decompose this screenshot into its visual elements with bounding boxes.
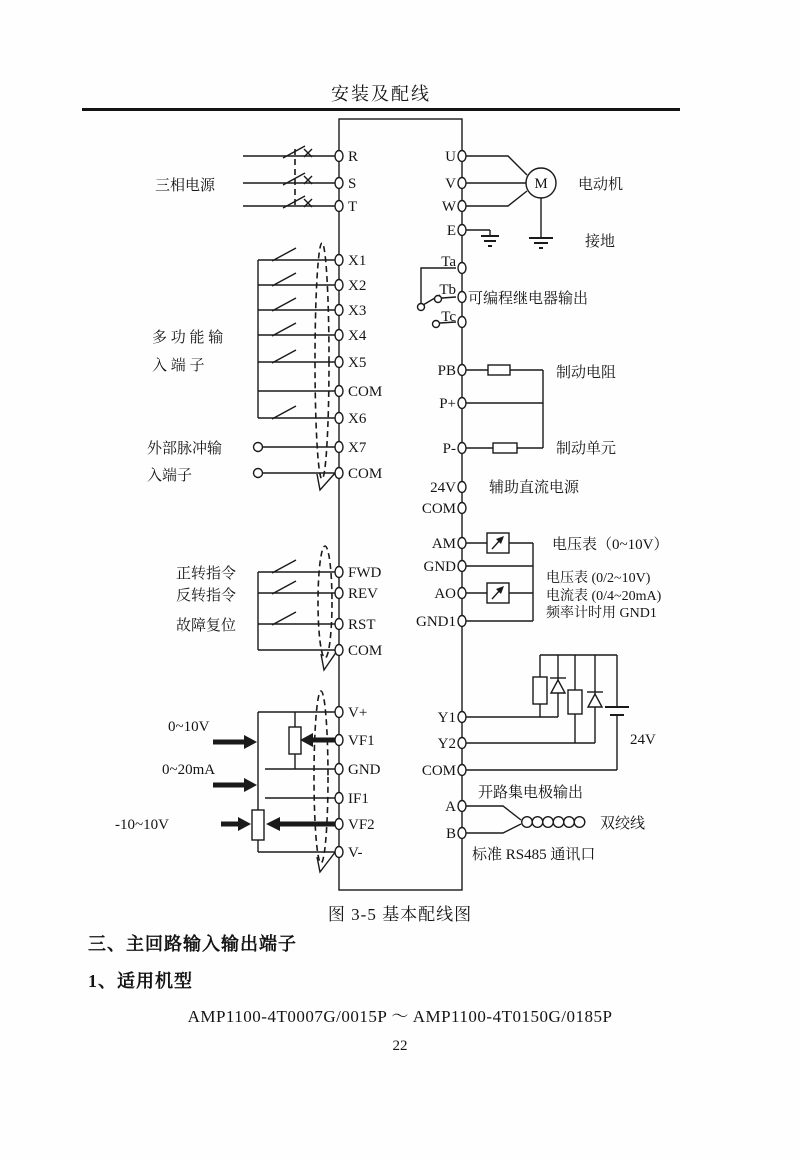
terminal-x3: X3 xyxy=(348,303,367,319)
terminal-gnd-r: GND xyxy=(423,559,456,575)
terminal-am: AM xyxy=(431,536,456,552)
diode-icon xyxy=(550,678,566,693)
terminal-pb: PB xyxy=(437,363,456,379)
motor-ground-icon xyxy=(529,198,553,248)
battery-icon xyxy=(605,655,629,770)
terminal-com5: COM xyxy=(421,763,456,779)
terminal-pplus: P+ xyxy=(439,396,456,412)
terminal-y1: Y1 xyxy=(437,710,456,726)
terminal-ta: Ta xyxy=(441,254,456,270)
terminal-e: E xyxy=(446,223,456,239)
three-phase-label: 三相电源 xyxy=(155,178,216,194)
potentiometer-icon xyxy=(252,810,264,840)
voltmeter-0-10-label: 电压表（0~10V） xyxy=(552,537,669,553)
terminal-com4: COM xyxy=(421,501,456,517)
open-collector-section xyxy=(466,655,656,801)
multi-input-label-2: 入 端 子 xyxy=(152,358,205,374)
earth-icon xyxy=(481,230,499,246)
terminal-com3: COM xyxy=(348,643,383,659)
twisted-pair-label: 双绞线 xyxy=(600,816,646,832)
terminal-v: V xyxy=(445,176,456,192)
terminal-x1: X1 xyxy=(348,253,367,269)
rs485-label: 标准 RS485 通讯口 xyxy=(472,847,596,863)
model-range: AMP1100-4T0007G/0015P ～ AMP1100-4T0150G/0185P xyxy=(187,1007,613,1026)
voltmeter-2-10-label: 电压表 (0/2~10V) xyxy=(546,571,651,586)
wiper-arrow-icon xyxy=(266,817,335,831)
section-heading: 三、主回路输入输出端子 xyxy=(88,934,297,954)
terminal-24v: 24V xyxy=(430,480,456,496)
meter-icon xyxy=(487,533,509,553)
figure-caption: 图 3-5 基本配线图 xyxy=(327,905,473,924)
ext-pulse-label-1: 外部脉冲输 xyxy=(147,441,223,457)
input-arrow-icon xyxy=(221,817,251,831)
terminal-a: A xyxy=(445,799,456,815)
terminal-gnd-l: GND xyxy=(348,762,381,778)
terminal-vf2: VF2 xyxy=(348,817,375,833)
terminal-b: B xyxy=(445,826,456,842)
terminal-x5: X5 xyxy=(348,355,367,371)
terminal-if1: IF1 xyxy=(348,791,369,807)
terminal-w: W xyxy=(441,199,456,215)
terminal-rev: REV xyxy=(348,586,378,602)
ground-label: 接地 xyxy=(585,234,616,250)
resistor-icon xyxy=(533,677,547,704)
terminal-ao: AO xyxy=(434,586,456,602)
terminal-pminus: P- xyxy=(442,441,456,457)
freq-gnd-label: 频率计时用 GND1 xyxy=(546,606,657,621)
range-0-20ma-label: 0~20mA xyxy=(162,762,216,778)
terminal-u: U xyxy=(445,149,456,165)
analog-output-section xyxy=(466,533,668,621)
terminal-r: R xyxy=(348,149,359,165)
terminal-t: T xyxy=(348,199,358,215)
terminal-fwd: FWD xyxy=(348,565,382,581)
page-number: 22 xyxy=(392,1038,408,1054)
three-phase-input-section xyxy=(155,146,335,209)
fault-reset-label: 故障复位 xyxy=(176,618,237,634)
terminal-com2: COM xyxy=(348,466,383,482)
twisted-pair-icon xyxy=(522,817,585,828)
terminal-x4: X4 xyxy=(348,328,367,344)
terminal-tb: Tb xyxy=(439,282,456,298)
shield-cable-icon-2 xyxy=(318,546,337,670)
resistor-icon xyxy=(493,443,517,453)
rs485-section xyxy=(466,806,645,863)
resistor-icon xyxy=(488,365,510,375)
terminal-vminus: V- xyxy=(348,845,363,861)
subsection-heading: 1、适用机型 xyxy=(88,971,193,991)
terminal-y2: Y2 xyxy=(437,736,456,752)
relay-output-label: 可编程继电器输出 xyxy=(468,291,589,307)
pulse-input-section xyxy=(147,440,335,484)
terminal-x2: X2 xyxy=(348,278,367,294)
range-n10-10v-label: -10~10V xyxy=(115,817,169,833)
aux-dc-label: 辅助直流电源 xyxy=(489,480,580,496)
multi-input-label-1: 多 功 能 输 xyxy=(152,330,224,346)
24v-label: 24V xyxy=(630,732,656,748)
potentiometer-icon xyxy=(289,727,301,754)
input-arrow-icon xyxy=(213,735,257,749)
shield-cable-icon-3 xyxy=(314,691,336,872)
input-arrow-icon xyxy=(213,778,257,792)
page-header: 安装及配线 xyxy=(331,84,431,104)
terminal-vplus: V+ xyxy=(348,705,368,721)
command-input-section xyxy=(176,546,337,670)
range-0-10v-label: 0~10V xyxy=(168,719,210,735)
terminal-labels-right xyxy=(416,149,457,842)
terminal-x6: X6 xyxy=(348,411,367,427)
motor-m-label: M xyxy=(534,176,548,192)
terminal-s: S xyxy=(348,176,357,192)
terminal-labels-left xyxy=(348,149,382,861)
ammeter-label: 电流表 (0/4~20mA) xyxy=(546,589,662,604)
analog-input-section xyxy=(115,691,336,872)
switch-icons xyxy=(272,248,296,419)
brake-resistor-label: 制动电阻 xyxy=(556,365,617,381)
brake-unit-label: 制动单元 xyxy=(556,441,617,457)
terminal-x7: X7 xyxy=(348,440,367,456)
motor-label: 电动机 xyxy=(578,177,624,193)
shield-cable-icon-1 xyxy=(315,243,336,490)
terminal-com1: COM xyxy=(348,384,383,400)
terminal-tc: Tc xyxy=(441,309,456,325)
open-collector-label: 开路集电极输出 xyxy=(478,785,584,801)
diode-icon xyxy=(587,692,603,707)
terminal-gnd1: GND1 xyxy=(416,614,456,630)
rev-cmd-label: 反转指令 xyxy=(176,588,237,604)
resistor-icon xyxy=(568,690,582,714)
aux-power-section xyxy=(489,478,580,496)
wiper-arrow-icon xyxy=(300,733,335,747)
meter-icon xyxy=(487,583,509,603)
brake-section xyxy=(466,363,616,457)
ext-pulse-label-2: 入端子 xyxy=(147,468,193,484)
terminal-rst: RST xyxy=(348,617,376,633)
terminal-vf1: VF1 xyxy=(348,733,375,749)
fwd-cmd-label: 正转指令 xyxy=(176,566,237,582)
